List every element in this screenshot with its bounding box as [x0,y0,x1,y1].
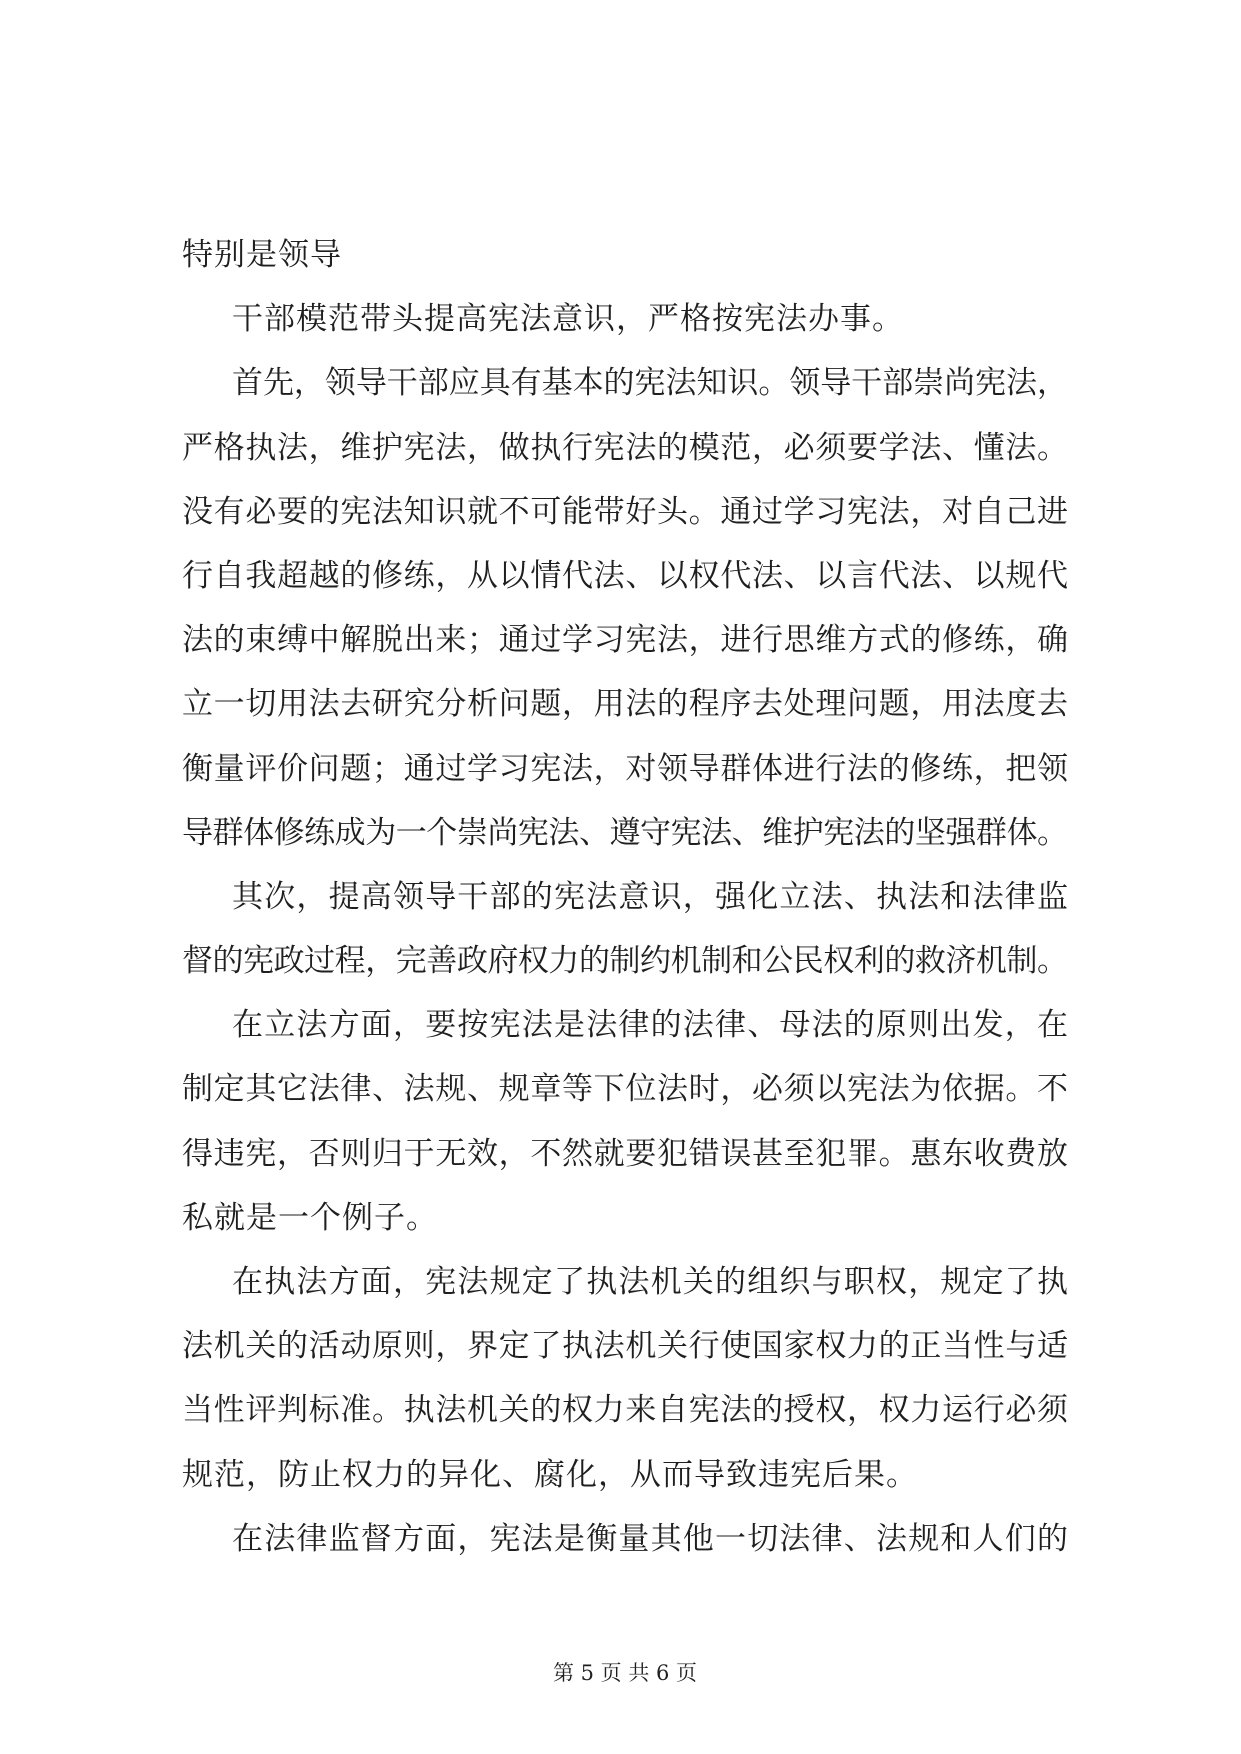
text-line [182,1443,1068,1507]
line-text: 督的宪政过程，完善政府权力的制约机制和公民权利的救济机制。 [182,943,1068,980]
line-text: 衡量评价问题；通过学习宪法，对领导群体进行法的修练，把领 [182,750,1069,787]
text-line [182,1186,1068,1250]
text-line [182,737,1068,801]
line-text: 干部模范带头提高宪法意识，严格按宪法办事。 [232,301,904,338]
line-text: 在立法方面，要按宪法是法律的法律、母法的原则出发，在 [232,1007,1070,1044]
line-text: 在法律监督方面，宪法是衡量其他一切法律、法规和人们的 [232,1520,1070,1557]
line-text: 私就是一个例子。 [182,1199,438,1236]
line-text: 行自我超越的修练，从以情代法、以权代法、以言代法、以规代 [182,557,1069,594]
text-line [182,351,1068,415]
paragraph [182,351,1068,865]
paragraph [182,287,1068,351]
text-line [182,608,1068,672]
line-text: 首先，领导干部应具有基本的宪法知识。领导干部崇尚宪法， [232,365,1068,402]
paragraph [182,1250,1068,1507]
line-text: 在执法方面，宪法规定了执法机关的组织与职权，规定了执 [232,1264,1070,1300]
text-line [182,801,1068,865]
text-line [182,865,1068,929]
text-line [182,480,1068,544]
line-text: 当性评判标准。执法机关的权力来自宪法的授权，权力运行必须 [182,1392,1069,1429]
line-text: 导群体修练成为一个崇尚宪法、遵守宪法、维护宪法的坚强群体。 [182,814,1068,851]
text-line [182,1122,1068,1186]
line-text: 其次，提高领导干部的宪法意识，强化立法、执法和法律监 [232,878,1070,915]
document-body [182,223,1068,1571]
paragraph [182,223,1068,287]
text-line [182,993,1068,1057]
line-text: 没有必要的宪法知识就不可能带好头。通过学习宪法，对自己进 [182,493,1069,530]
text-line [182,223,1068,287]
line-text: 法的束缚中解脱出来；通过学习宪法，进行思维方式的修练，确 [182,622,1069,659]
line-text: 严格执法，维护宪法，做执行宪法的模范，必须要学法、懂法。 [182,429,1069,466]
line-text: 立一切用法去研究分析问题，用法的程序去处理问题，用法度去 [182,686,1069,723]
line-text: 法机关的活动原则，界定了执法机关行使国家权力的正当性与适 [182,1328,1069,1365]
line-text: 规范，防止权力的异化、腐化，从而导致违宪后果。 [182,1456,918,1493]
text-line [182,1507,1068,1571]
line-text: 特别是领导 [182,237,342,273]
text-line [182,1250,1068,1314]
text-line [182,287,1068,351]
text-line [182,1314,1068,1378]
line-text: 制定其它法律、法规、规章等下位法时，必须以宪法为依据。不 [182,1071,1069,1108]
text-line [182,672,1068,736]
text-line [182,1057,1068,1121]
text-line [182,1378,1068,1442]
paragraph [182,1507,1068,1571]
text-line [182,929,1068,993]
paragraph [182,865,1068,993]
text-line [182,544,1068,608]
line-text: 得违宪，否则归于无效，不然就要犯错误甚至犯罪。惠东收费放 [182,1135,1069,1172]
text-line [182,416,1068,480]
paragraph [182,993,1068,1250]
page-number: 第 5 页 共 6 页 [552,1661,698,1685]
page-footer [182,1660,1068,1686]
